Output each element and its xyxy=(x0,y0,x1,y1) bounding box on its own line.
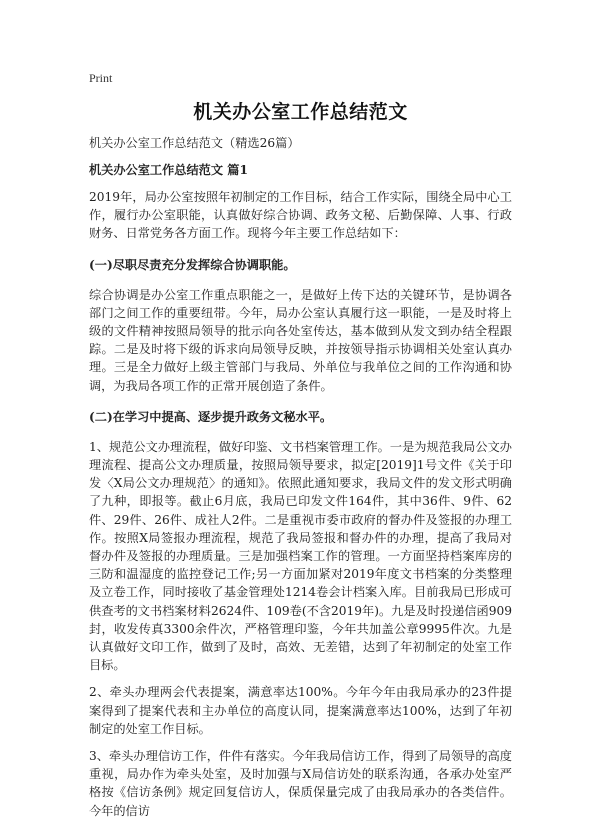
document-title: 机关办公室工作总结范文 xyxy=(193,101,408,123)
part-2-paragraph-1: 1、规范公文办理流程，做好印鉴、文书档案管理工作。一是为规范我局公文办理流程、提高公文办理质量，按照局领导要求，拟定[2019]1号文件《关于印发〈X局公文办理规范〉的通知》。依照此通知要求，我局文件的发文形式明确了九种，即报等。截止6月底，我局已印发文件164件，其中36件、9件、62件、29件、26件、成社人2件。二是重视市委市政府的督办件及签报的办理工作。按照X局签报办理流程，规范了我局签报和督办件的办理，提高了我局对督办件及签报的办理质量。三是加强档案工作的管理。一方面坚持档案库房的三防和温湿度的监控登记工作;另一方面加紧对2019年度文书档案的分类整理及立卷工作，同时接收了基金管理处1214卷会计档案入库。目前我局已形成可供查考的文书档案材料2624件、109卷(不含2019年)。九是及时投递信函909封，收发传真3300余件次，严格管理印鉴，今年共加盖公章9995件次。九是认真做好文印工作，做到了及时，高效、无差错，达到了年初制定的处室工作目标。 xyxy=(89,439,512,673)
part-1-heading: (一)尽职尽责充分发挥综合协调职能。 xyxy=(89,257,296,272)
intro-paragraph: 2019年，局办公室按照年初制定的工作目标，结合工作实际，围绕全局中心工作，履行办公室职能，认真做好综合协调、政务文秘、后勤保障、人事、行政财务、日常党务各方面工作。现将今年主要工作总结如下： xyxy=(89,190,512,241)
print-link[interactable]: Print xyxy=(89,71,113,85)
part-2-paragraph-2: 2、牵头办理两会代表提案，满意率达100%。今年今年由我局承办的23件提案得到了提案代表和主办单位的高度认同，提案满意率达100%，达到了年初制定的处室工作目标。 xyxy=(89,685,512,736)
section-heading: 机关办公室工作总结范文 篇1 xyxy=(89,163,248,177)
document-subtitle: 机关办公室工作总结范文（精选26篇） xyxy=(89,136,300,150)
part-2-paragraph-3: 3、牵头办理信访工作，件件有落实。今年我局信访工作，得到了局领导的高度重视，局办作为牵头处室，及时加强与X局信访处的联系沟通，各承办处室严格按《信访条例》规定回复信访人，保质保量完成了由我局承办的各类信件。今年的信访 xyxy=(89,749,512,818)
part-1-paragraph-1: 综合协调是办公室工作重点职能之一，是做好上传下达的关键环节，是协调各部门之间工作的重要纽带。今年，局办公室认真履行这一职能，一是及时将上级的文件精神按照局领导的批示向各处室传达，基本做到从发文到办结全程跟踪。二是及时将下级的诉求向局领导反映，并按领导指示协调相关处室认真办理。三是全力做好上级主管部门与我局、外单位与我单位之间的工作沟通和协调，为我局各项工作的正常开展创造了条件。 xyxy=(89,287,512,393)
part-2-heading: (二)在学习中提高、逐步提升政务文秘水平。 xyxy=(89,409,333,424)
